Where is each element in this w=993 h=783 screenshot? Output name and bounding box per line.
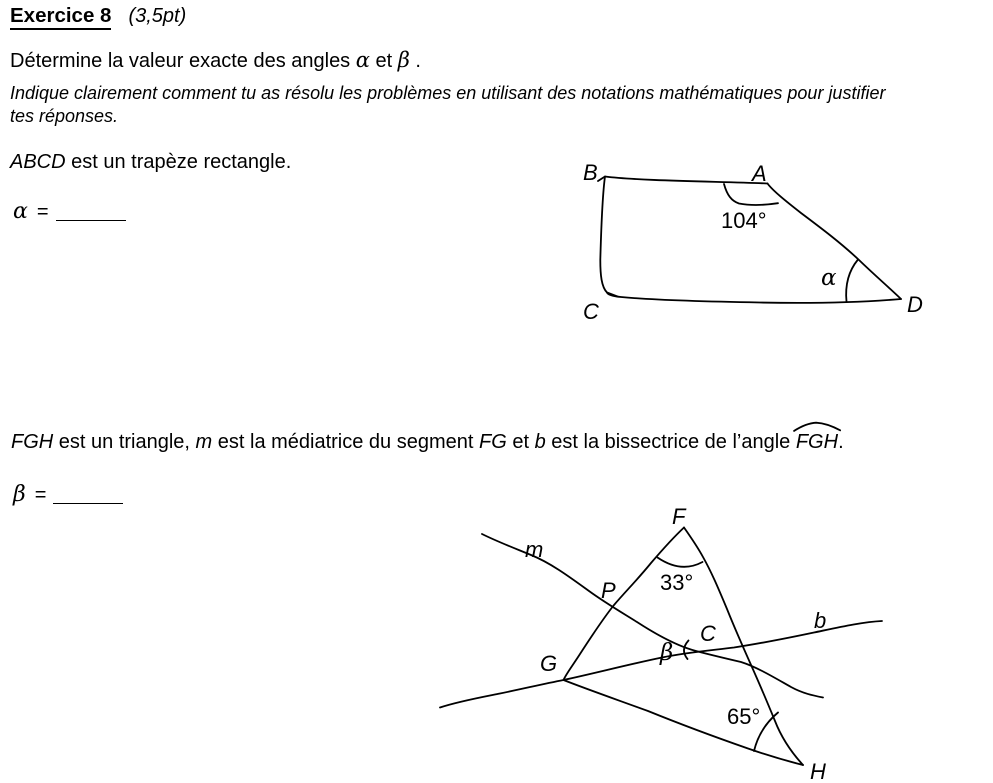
vertex-label-F: F [672,504,686,529]
angle-value-104: 104° [721,208,767,233]
problem2-statement [11,431,844,454]
vertex-label-A: A [752,161,767,186]
angle-arc-beta [684,641,689,660]
problem2-text: est la médiatrice du segment [212,431,479,453]
vertex-label-D: D [907,292,923,317]
problem1-answer-line [13,199,126,224]
vertex-label-H: H [810,759,826,783]
problem2-text: est la bissectrice de l’angle [545,431,796,453]
line-label-b: b [814,608,827,633]
segment-fg-name: FG [479,431,507,453]
angle-value-33: 33° [660,570,694,595]
side-FH [684,528,803,766]
problem1-statement [10,151,291,174]
equals-sign: = [34,484,47,506]
exercise-header [10,4,186,28]
problem2-text: est un triangle, [53,431,196,453]
exercise-points: (3,5pt) [128,5,187,27]
angle-alpha-label: α [821,265,837,291]
bissectrice-b-line [440,621,882,708]
alpha-symbol: α [355,48,370,72]
vertex-label-B: B [583,160,598,185]
angle-fgh-with-hat [796,431,838,454]
angle-fgh-text: FGH [795,431,839,453]
angle-beta-label: β [660,640,674,666]
angle-arc-33 [658,558,703,567]
side-GH [564,680,804,765]
instruction-text: . [409,50,421,72]
triangle-figure [440,504,882,783]
line-label-m: m [525,537,544,562]
line-m-name: m [195,431,213,453]
equals-sign: = [36,201,49,223]
trapezoid-slant-edge [768,184,902,300]
note-line-2: tes réponses. [10,105,119,126]
triangle-name: FGH [11,431,54,453]
angle-hat-icon [792,421,842,432]
problem2-text: . [838,431,844,453]
angle-mark-at-A [724,184,778,205]
trapezoid-top-edge [598,177,768,184]
exercise-title: Exercice 8 [10,4,111,30]
point-label-C: C [700,621,716,646]
trapezoid-bottom-edge [607,293,901,303]
point-label-P: P [601,578,616,603]
angle-arc-65 [754,713,778,752]
alpha-answer-symbol: α [13,199,28,224]
instruction-text: et [369,50,398,72]
problem2-answer-line [13,482,123,507]
problem1-text: est un trapèze rectangle. [65,151,292,173]
angle-arc-at-D [846,260,858,302]
beta-answer-symbol: β [13,482,26,507]
mediatrice-m-line [482,534,823,698]
line-b-name: b [534,431,546,453]
trapezoid-figure [583,160,923,324]
answer-blank-beta [53,485,123,504]
beta-symbol: β [397,48,410,72]
instruction-text: Détermine la valeur exacte des angles [10,50,356,72]
note-line-1: Indique clairement comment tu as résolu les problèmes en utilisant des notations mathématiques pour justifier [10,83,886,103]
vertex-label-G: G [540,651,558,676]
trapezoid-name: ABCD [10,151,66,173]
side-FG [564,528,685,681]
vertex-label-C: C [583,299,599,324]
trapezoid-left-edge [600,177,617,297]
problem2-text: et [506,431,535,453]
answer-blank-alpha [56,202,126,221]
instruction-line [10,48,421,73]
instruction-note [10,82,885,127]
angle-value-65: 65° [727,704,761,729]
